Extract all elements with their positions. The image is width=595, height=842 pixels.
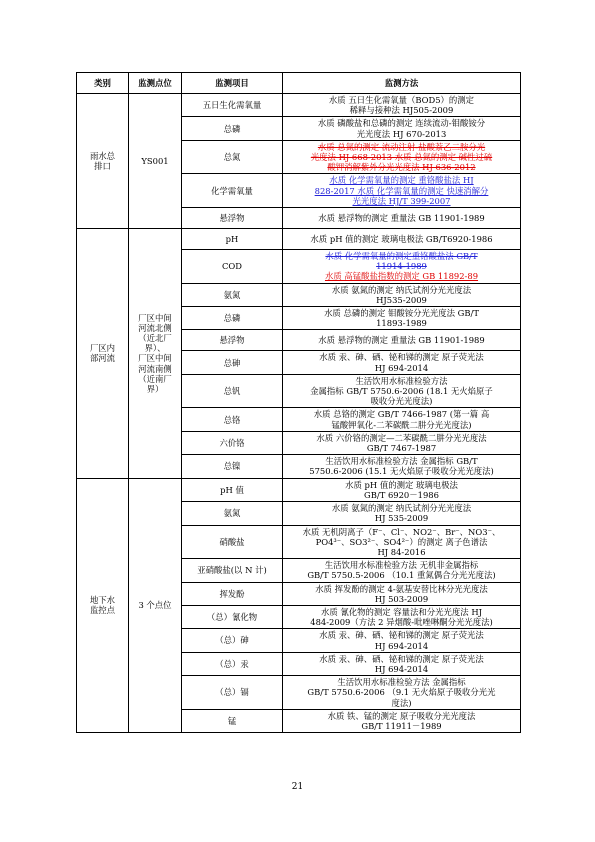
header-category: 类别 <box>77 73 129 94</box>
revised-method-text: 水质 化学需氧量的测定重铬酸盐法 GB/T 11914-1989 <box>325 251 478 272</box>
method-cell: 生活饮用水标准检验方法 金属指标 GB/T 5750.6-2006 （9.1 无火焰原子吸收分光光 度法) <box>283 676 521 710</box>
table-body <box>77 94 521 733</box>
page-number: 21 <box>291 782 304 792</box>
item-cell: 五日生化需氧量 <box>182 94 283 117</box>
method-cell: 水质 磷酸盐和总磷的测定 连续流动-钼酸铵分 光光度法 HJ 670-2013 <box>283 117 521 140</box>
method-cell: 水质 铁、锰的测定 原子吸收分光光度法 GB/T 11911－1989 <box>283 709 521 732</box>
header-location: 监测点位 <box>129 73 182 94</box>
method-cell: 水质 pH 值的测定 玻璃电极法 GB/T6920-1986 <box>283 229 521 250</box>
method-cell: 水质 汞、砷、硒、铋和锑的测定 原子荧光法 HJ 694-2014 <box>283 629 521 652</box>
method-cell <box>283 140 521 174</box>
method-cell: 水质 汞、砷、硒、铋和锑的测定 原子荧光法 HJ 694-2014 <box>283 652 521 675</box>
item-cell: 化学需氧量 <box>182 174 283 208</box>
revised-method-text: 水质 化学需氧量的测定 重铬酸盐法 HJ 828-2017 水质 化学需氧量的测定 快速消解分 光光度法 HJ/T 399-2007 <box>314 175 489 206</box>
item-cell: （总）砷 <box>182 629 283 652</box>
location-cell: 3 个点位 <box>129 478 182 732</box>
item-cell: （总）汞 <box>182 652 283 675</box>
method-cell: 水质 六价铬的测定—二苯碳酰二肼分光光度法 GB/T 7467-1987 <box>283 431 521 454</box>
location-cell: 厂区中间 河流北侧 （近北厂 界）、 厂区中间 河流南侧 （近南厂 界） <box>129 229 182 479</box>
item-cell: 六价铬 <box>182 431 283 454</box>
method-cell: 水质 悬浮物的测定 重量法 GB 11901-1989 <box>283 208 521 229</box>
item-cell: 总铬 <box>182 408 283 431</box>
item-cell: 挥发酚 <box>182 582 283 605</box>
category-cell: 地下水 监控点 <box>77 478 129 732</box>
item-cell: （总）氰化物 <box>182 605 283 628</box>
item-cell: 氨氮 <box>182 283 283 306</box>
item-cell: 总氮 <box>182 140 283 174</box>
item-cell: 亚硝酸盐(以 N 计) <box>182 559 283 582</box>
item-cell: 悬浮物 <box>182 330 283 351</box>
item-cell: COD <box>182 250 283 284</box>
table-header-row <box>77 73 521 94</box>
method-cell <box>283 250 521 284</box>
method-cell: 水质 总磷的测定 钼酸铵分光光度法 GB/T 11893-1989 <box>283 307 521 330</box>
item-cell: 总钒 <box>182 374 283 408</box>
inserted-method-text: 水质 高锰酸盐指数的测定 GB 11892-89 <box>324 271 479 282</box>
method-cell: 生活饮用水标准检验方法 金属指标 GB/T 5750.6-2006 (18.1 无火焰原子 吸收分光光度法) <box>283 374 521 408</box>
deleted-method-text: 水质 总氮的测定 流动注射-盐酸萘乙二胺分光 光度法 HJ 668-2013 水质 总氮的测定 碱性过硫 酸钾消解紫外分光光度法 HJ 636-2012 <box>310 141 493 173</box>
method-cell: 生活饮用水标准检验方法 无机非金属指标 GB/T 5750.5-2006 （10.1 重氮偶合分光光度法) <box>283 559 521 582</box>
category-cell: 雨水总 排口 <box>77 94 129 229</box>
method-cell: 水质 五日生化需氧量（BOD5）的测定 稀释与接种法 HJ505-2009 <box>283 94 521 117</box>
item-cell: 氨氮 <box>182 502 283 525</box>
item-cell: （总）镉 <box>182 676 283 710</box>
item-cell: 总磷 <box>182 117 283 140</box>
method-cell: 水质 氨氮的测定 纳氏试剂分光光度法 HJ 535-2009 <box>283 502 521 525</box>
method-cell: 水质 无机阴离子（F⁻、Cl⁻、NO2⁻、Br⁻、NO3⁻、 PO4³⁻、SO3²⁻、SO4²⁻）的测定 离子色谱法 HJ 84-2016 <box>283 525 521 559</box>
item-cell: pH <box>182 229 283 250</box>
table-row <box>77 94 521 117</box>
table-row <box>77 478 521 501</box>
monitoring-methods-table <box>76 72 521 733</box>
method-cell: 生活饮用水标准检验方法 金属指标 GB/T 5750.6-2006 (15.1 无火焰原子吸收分光光度法) <box>283 455 521 478</box>
method-cell <box>283 174 521 208</box>
item-cell: 总镍 <box>182 455 283 478</box>
method-cell: 水质 挥发酚的测定 4-氨基安替比林分光光度法 HJ 503-2009 <box>283 582 521 605</box>
method-cell: 水质 汞、砷、硒、铋和锑的测定 原子荧光法 HJ 694-2014 <box>283 351 521 374</box>
header-method: 监测方法 <box>283 73 521 94</box>
category-cell: 厂区内 部河流 <box>77 229 129 479</box>
item-cell: 总磷 <box>182 307 283 330</box>
item-cell: 悬浮物 <box>182 208 283 229</box>
location-cell: YS001 <box>129 94 182 229</box>
method-cell: 水质 氰化物的测定 容量法和分光光度法 HJ 484-2009（方法 2 异烟酸-吡唑啉酮分光光度法) <box>283 605 521 628</box>
method-cell: 水质 pH 值的测定 玻璃电极法 GB/T 6920－1986 <box>283 478 521 501</box>
item-cell: pH 值 <box>182 478 283 501</box>
method-cell: 水质 悬浮物的测定 重量法 GB 11901-1989 <box>283 330 521 351</box>
method-cell: 水质 总铬的测定 GB/T 7466-1987 (第一篇 高 锰酸钾氧化-二苯碳酰二肼分光光度法) <box>283 408 521 431</box>
table-row <box>77 229 521 250</box>
method-cell: 水质 氨氮的测定 纳氏试剂分光光度法 HJ535-2009 <box>283 283 521 306</box>
header-item: 监测项目 <box>182 73 283 94</box>
item-cell: 硝酸盐 <box>182 525 283 559</box>
item-cell: 锰 <box>182 709 283 732</box>
item-cell: 总砷 <box>182 351 283 374</box>
